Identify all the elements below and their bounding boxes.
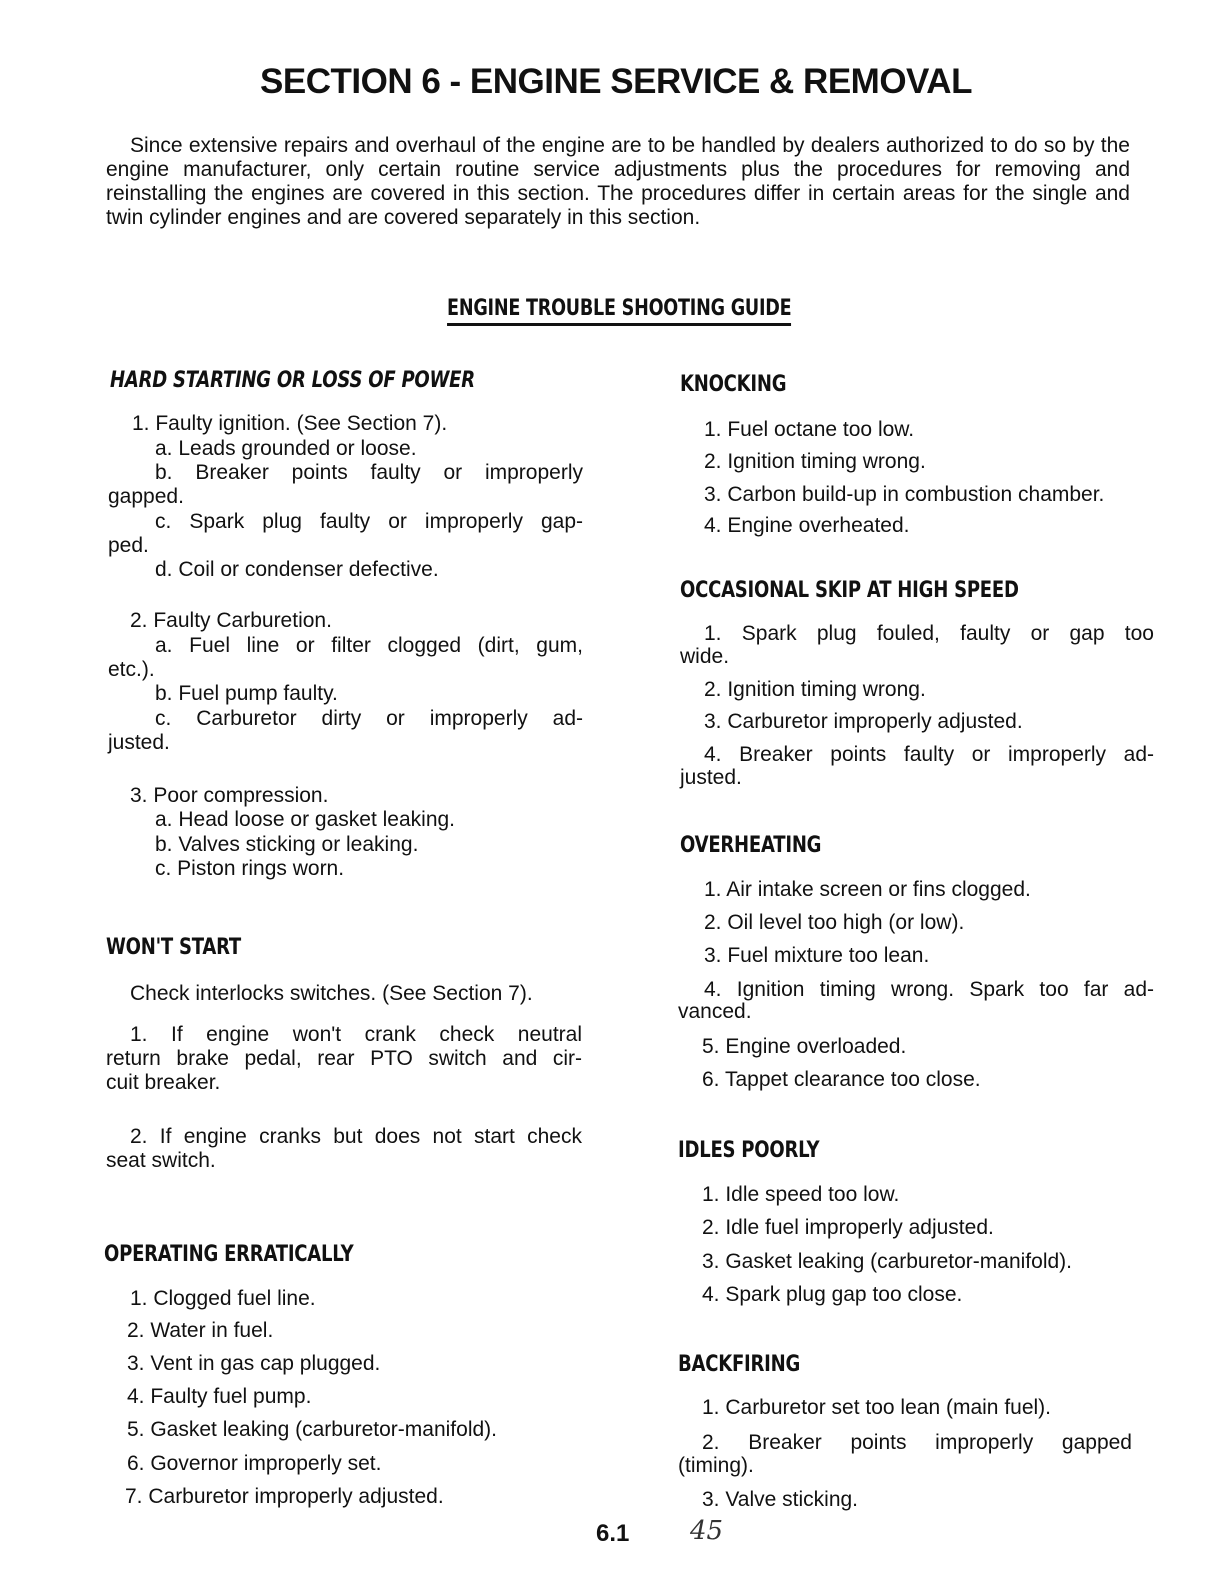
list-item: 2. Oil level too high (or low). bbox=[704, 911, 965, 934]
list-item: 6. Governor improperly set. bbox=[127, 1452, 382, 1475]
list-item: 4. Breaker points faulty or improperly ad- bbox=[704, 743, 1154, 766]
intro-paragraph bbox=[106, 134, 1130, 230]
heading-hard-starting: HARD STARTING OR LOSS OF POWER bbox=[110, 368, 475, 393]
list-item: b. Breaker points faulty or improperly bbox=[155, 461, 583, 484]
guide-title-text: ENGINE TROUBLE SHOOTING GUIDE bbox=[447, 296, 791, 326]
list-item: 3. Valve sticking. bbox=[702, 1488, 859, 1511]
list-item: 1. Air intake screen or fins clogged. bbox=[704, 878, 1031, 901]
list-item: c. Spark plug faulty or improperly gap- bbox=[155, 510, 583, 533]
list-item: 2. Ignition timing wrong. bbox=[704, 678, 926, 701]
page-number: 6.1 bbox=[596, 1520, 630, 1547]
heading-occasional-skip: OCCASIONAL SKIP AT HIGH SPEED bbox=[680, 578, 1019, 603]
list-item: 4. Faulty fuel pump. bbox=[127, 1385, 312, 1408]
list-item: vanced. bbox=[678, 1000, 752, 1023]
heading-wont-start: WON'T START bbox=[106, 935, 241, 960]
page-title: SECTION 6 - ENGINE SERVICE & REMOVAL bbox=[260, 62, 972, 101]
list-item: etc.). bbox=[108, 658, 155, 681]
list-item: 3. Carbon build-up in combustion chamber. bbox=[704, 483, 1105, 506]
list-item: 3. Poor compression. bbox=[130, 784, 329, 807]
list-item: 1. If engine won't crank check neutral bbox=[130, 1023, 582, 1046]
list-item: b. Valves sticking or leaking. bbox=[155, 833, 419, 856]
heading-idles-poorly: IDLES POORLY bbox=[678, 1138, 820, 1163]
list-item: 4. Engine overheated. bbox=[704, 514, 910, 537]
list-item: 2. Faulty Carburetion. bbox=[130, 609, 332, 632]
list-item: 4. Ignition timing wrong. Spark too far ad- bbox=[704, 978, 1154, 1001]
list-item: c. Piston rings worn. bbox=[155, 857, 345, 880]
list-item: wide. bbox=[680, 645, 730, 668]
list-item: 2. If engine cranks but does not start check bbox=[130, 1125, 582, 1148]
list-item: return brake pedal, rear PTO switch and cir- bbox=[106, 1047, 582, 1070]
list-item: 7. Carburetor improperly adjusted. bbox=[125, 1485, 444, 1508]
heading-knocking: KNOCKING bbox=[680, 372, 787, 397]
list-item: 2. Ignition timing wrong. bbox=[704, 450, 926, 473]
list-item: justed. bbox=[680, 766, 742, 789]
wont-start-check: Check interlocks switches. (See Section 7). bbox=[130, 982, 533, 1005]
guide-title bbox=[0, 296, 1220, 326]
list-item: 1. Clogged fuel line. bbox=[130, 1287, 316, 1310]
list-item: c. Carburetor dirty or improperly ad- bbox=[155, 707, 583, 730]
list-item: gapped. bbox=[108, 485, 184, 508]
list-item: 4. Spark plug gap too close. bbox=[702, 1283, 963, 1306]
intro-text: Since extensive repairs and overhaul of the engine are to be handled by dealers authorized to do so by the engine manufacturer, only certain routine service adjustments plus the procedures for removing and reinstalling the engines are covered in this section. The procedures differ in certain areas for the single and twin cylinder engines and are covered separately in this section. bbox=[106, 134, 1130, 229]
list-item: a. Leads grounded or loose. bbox=[155, 437, 417, 460]
list-item: 2. Water in fuel. bbox=[127, 1319, 274, 1342]
list-item: justed. bbox=[108, 731, 170, 754]
list-item: 5. Gasket leaking (carburetor-manifold). bbox=[127, 1418, 497, 1441]
list-item: 5. Engine overloaded. bbox=[702, 1035, 907, 1058]
list-item: ped. bbox=[108, 534, 149, 557]
list-item: 3. Vent in gas cap plugged. bbox=[127, 1352, 381, 1375]
list-item: 2. Idle fuel improperly adjusted. bbox=[702, 1216, 994, 1239]
list-item: seat switch. bbox=[106, 1149, 216, 1172]
list-item: cuit breaker. bbox=[106, 1071, 221, 1094]
list-item: d. Coil or condenser defective. bbox=[155, 558, 439, 581]
list-item: 1. Faulty ignition. (See Section 7). bbox=[132, 412, 448, 435]
list-item: 3. Fuel mixture too lean. bbox=[704, 944, 930, 967]
list-item: 1. Idle speed too low. bbox=[702, 1183, 900, 1206]
list-item: b. Fuel pump faulty. bbox=[155, 682, 338, 705]
list-item: 3. Carburetor improperly adjusted. bbox=[704, 710, 1023, 733]
list-item: a. Fuel line or filter clogged (dirt, gum, bbox=[155, 634, 583, 657]
heading-overheating: OVERHEATING bbox=[680, 833, 822, 858]
heading-operating-erratically: OPERATING ERRATICALLY bbox=[104, 1242, 354, 1267]
heading-backfiring: BACKFIRING bbox=[678, 1352, 801, 1377]
list-item: 3. Gasket leaking (carburetor-manifold). bbox=[702, 1250, 1072, 1273]
list-item: 1. Spark plug fouled, faulty or gap too bbox=[704, 622, 1154, 645]
list-item: 1. Fuel octane too low. bbox=[704, 418, 915, 441]
list-item: 6. Tappet clearance too close. bbox=[702, 1068, 981, 1091]
list-item: 2. Breaker points improperly gapped bbox=[702, 1431, 1132, 1454]
list-item: a. Head loose or gasket leaking. bbox=[155, 808, 456, 831]
list-item: (timing). bbox=[678, 1454, 754, 1477]
list-item: 1. Carburetor set too lean (main fuel). bbox=[702, 1396, 1052, 1419]
handwritten-note: 45 bbox=[690, 1516, 724, 1546]
